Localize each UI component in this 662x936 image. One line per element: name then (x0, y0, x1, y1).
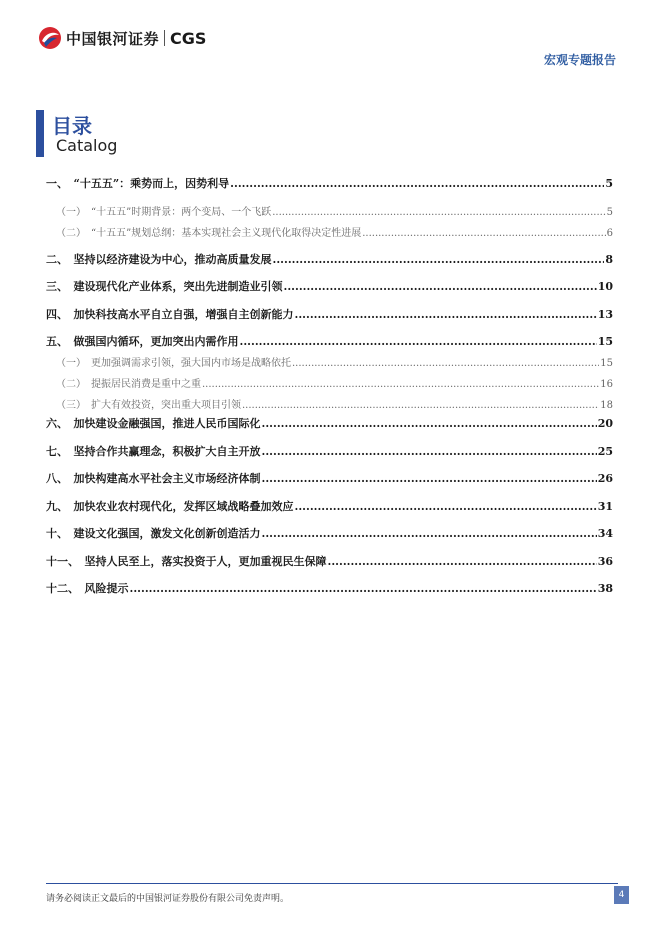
toc-leader-dots (202, 379, 599, 390)
toc-accent-bar (36, 110, 44, 157)
toc-entry-label: 十、 建设文化强国，激发文化创新创造活力 (46, 527, 261, 540)
toc-page-number: 5 (605, 177, 613, 190)
toc-leader-dots (262, 417, 597, 430)
toc-entry-label: 十二、 风险提示 (46, 582, 129, 595)
toc-page-number: 31 (597, 500, 613, 513)
toc-entry[interactable] (46, 251, 613, 267)
toc-entry-label: 六、 加快建设金融强国，推进人民币国际化 (46, 417, 261, 430)
toc-entry-label: （三） 扩大有效投资，突出重大项目引领 (56, 400, 241, 411)
toc-entry-label: （二） 提振居民消费是重中之重 (56, 379, 201, 390)
toc-entry[interactable] (46, 553, 613, 569)
toc-leader-dots (362, 228, 605, 239)
toc-leader-dots (328, 555, 597, 568)
toc-entry-label: 八、 加快构建高水平社会主义市场经济体制 (46, 472, 261, 485)
toc-entry[interactable] (46, 415, 613, 431)
toc-page-number: 38 (597, 582, 613, 595)
toc-leader-dots (242, 400, 599, 411)
toc-leader-dots (292, 358, 599, 369)
toc-entry[interactable] (46, 470, 613, 486)
toc-subtitle: Catalog (56, 136, 118, 155)
toc-leader-dots (262, 445, 597, 458)
company-logo (38, 26, 206, 50)
toc-entry-label: 十一、 坚持人民至上，落实投资于人，更加重视民生保障 (46, 555, 327, 568)
toc-page-number: 26 (597, 472, 613, 485)
toc-page-number: 18 (600, 400, 613, 411)
toc-leader-dots (130, 582, 597, 595)
toc-subentry[interactable] (46, 354, 613, 369)
toc-entry[interactable] (46, 175, 613, 191)
report-type: 宏观专题报告 (543, 53, 616, 67)
galaxy-logo-icon (38, 26, 62, 50)
toc-page-number: 8 (605, 253, 613, 266)
toc-subentry[interactable] (46, 224, 613, 239)
toc-page-number: 10 (597, 280, 613, 293)
toc-page-number: 16 (600, 379, 613, 390)
toc-leader-dots (272, 207, 605, 218)
toc-page-number: 6 (606, 228, 613, 239)
footer-disclaimer: 请务必阅读正文最后的中国银河证券股份有限公司免责声明。 (46, 894, 290, 904)
toc-entry[interactable] (46, 580, 613, 596)
toc-entry[interactable] (46, 498, 613, 514)
toc-subentry[interactable] (46, 203, 613, 218)
page-number: 4 (614, 886, 629, 904)
footer-divider (46, 883, 618, 884)
toc-title: 目录 (52, 114, 92, 138)
toc-entry[interactable] (46, 306, 613, 322)
toc-entry-label: 二、 坚持以经济建设为中心，推动高质量发展 (46, 253, 272, 266)
toc-leader-dots (240, 335, 597, 348)
toc-leader-dots (262, 527, 597, 540)
toc-entry-label: 七、 坚持合作共赢理念，积极扩大自主开放 (46, 445, 261, 458)
toc-entry-label: （一） 更加强调需求引领，强大国内市场是战略依托 (56, 358, 291, 369)
toc-subentry[interactable] (46, 375, 613, 390)
toc-leader-dots (230, 177, 604, 190)
toc-entry-label: 五、 做强国内循环，更加突出内需作用 (46, 335, 239, 348)
toc-entry-label: 一、 “十五五”：乘势而上，因势利导 (46, 177, 230, 190)
toc-entry[interactable] (46, 443, 613, 459)
toc-leader-dots (273, 253, 605, 266)
toc-page-number: 20 (597, 417, 613, 430)
logo-cgs: CGS (170, 28, 207, 48)
toc-page-number: 15 (600, 358, 613, 369)
toc-entry-label: 九、 加快农业农村现代化，发挥区域战略叠加效应 (46, 500, 294, 513)
toc-entry-label: 四、 加快科技高水平自立自强，增强自主创新能力 (46, 308, 294, 321)
toc-leader-dots (284, 280, 597, 293)
logo-divider (164, 30, 165, 46)
toc-entry[interactable] (46, 333, 613, 349)
toc-entry-label: （二） “十五五”规划总纲：基本实现社会主义现代化取得决定性进展 (56, 228, 362, 239)
toc-leader-dots (295, 500, 597, 513)
toc-page-number: 5 (606, 207, 613, 218)
toc-page-number: 25 (597, 445, 613, 458)
toc-entry[interactable] (46, 278, 613, 294)
toc-entry[interactable] (46, 525, 613, 541)
toc-leader-dots (295, 308, 597, 321)
toc-page-number: 13 (597, 308, 613, 321)
toc-subentry[interactable] (46, 396, 613, 411)
logo-text: 中国银河证券 (66, 29, 160, 48)
toc-page-number: 36 (597, 555, 613, 568)
toc-leader-dots (262, 472, 597, 485)
toc-entry-label: 三、 建设现代化产业体系，突出先进制造业引领 (46, 280, 283, 293)
toc-page-number: 34 (597, 527, 613, 540)
toc-entry-label: （一） “十五五”时期背景：两个变局、一个飞跃 (56, 207, 272, 218)
toc-page-number: 15 (597, 335, 613, 348)
